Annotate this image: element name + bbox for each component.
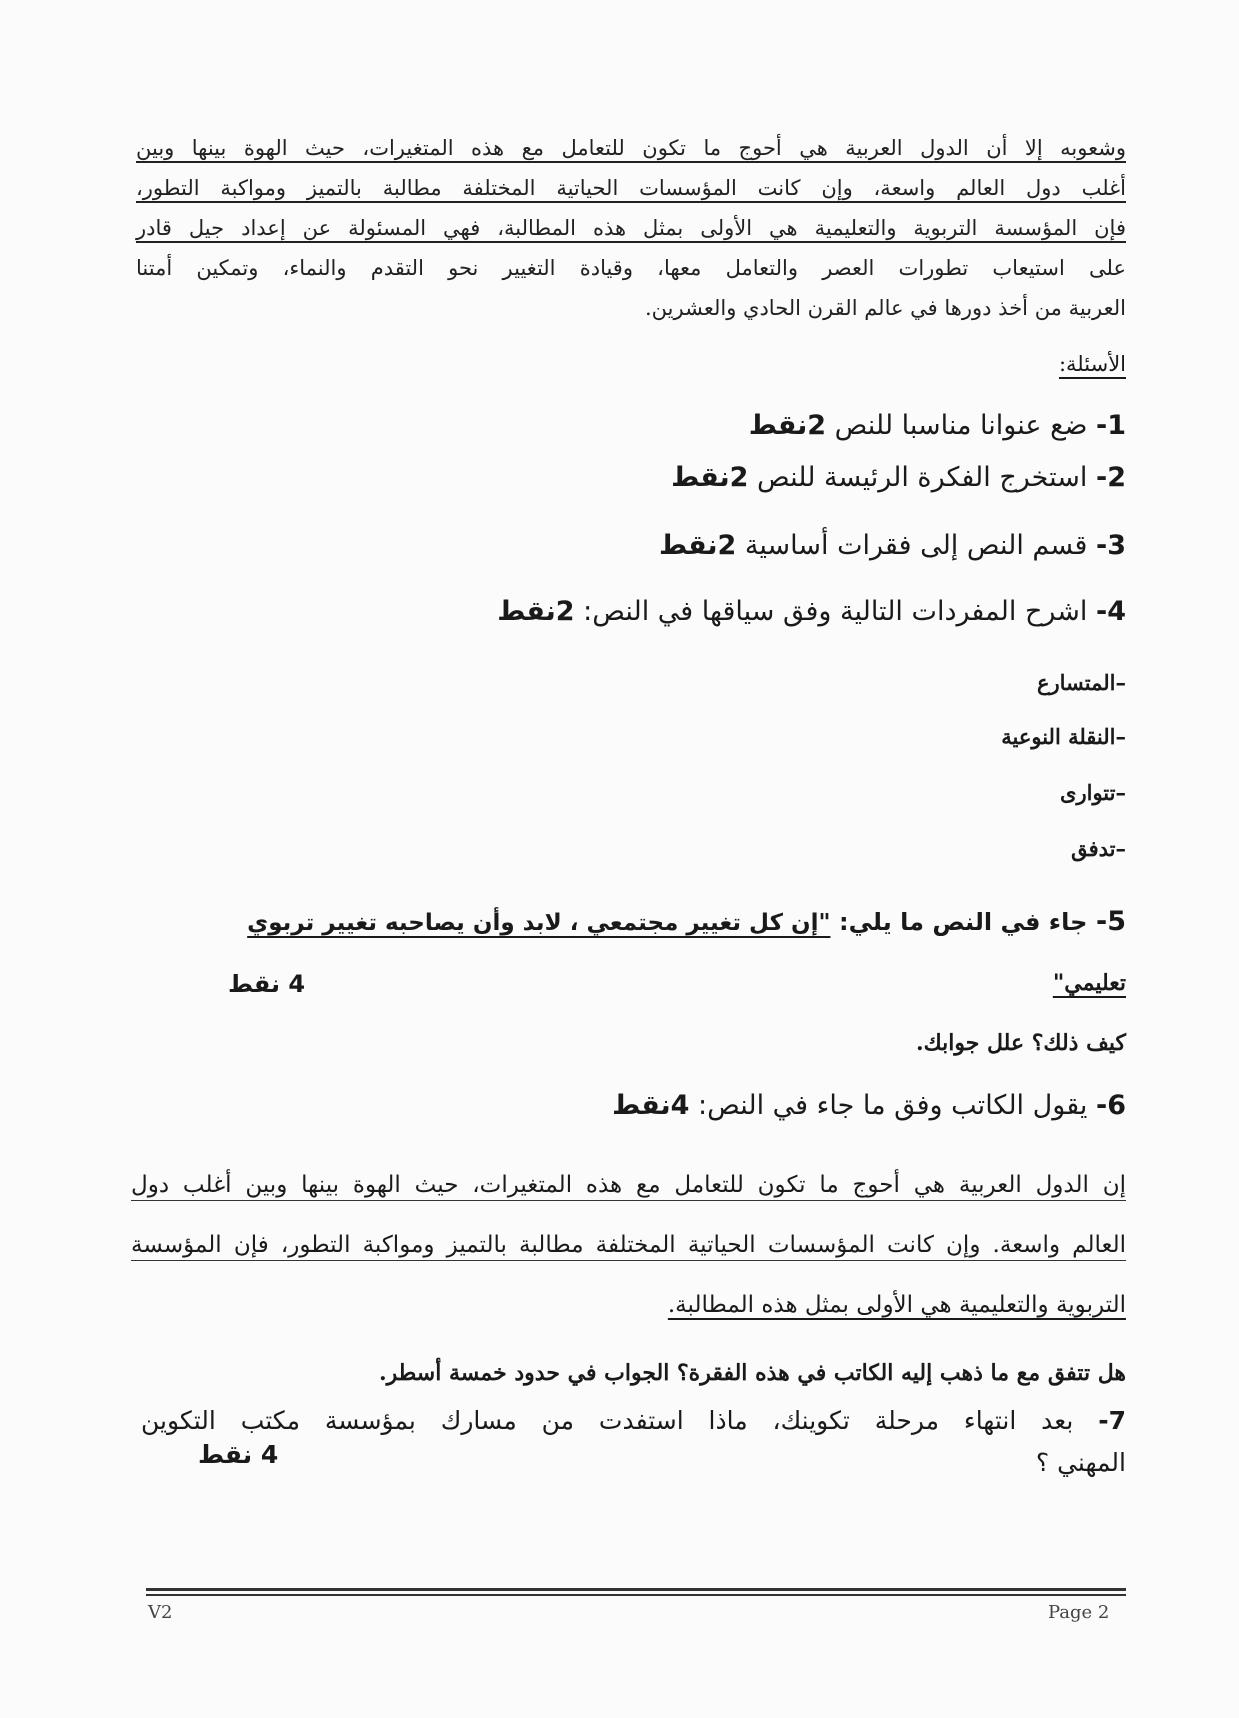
vocab-item: –تدفق — [1071, 836, 1126, 861]
question-2-text: استخرج الفكرة الرئيسة للنص — [757, 462, 1088, 493]
intro-line-3: فإن المؤسسة التربوية والتعليمية هي الأولى بمثل هذه المطالبة، فهي المسئولة عن إعداد جيل قادر — [136, 216, 1126, 240]
question-2-number: 2- — [1095, 462, 1126, 493]
question-5-text: جاء في النص ما يلي: — [839, 908, 1088, 936]
question-4-points: 2نقط — [497, 596, 575, 627]
question-3-number: 3- — [1095, 530, 1126, 561]
question-5-quote-end: تعليمي" — [1052, 970, 1126, 996]
question-7-text: بعد انتهاء مرحلة تكوينك، ماذا استفدت من مسارك بمؤسسة مكتب التكوين — [141, 1406, 1074, 1435]
question-6-quote-line-2: العالم واسعة. وإن كانت المؤسسات الحياتية المختلفة مطالبة بالتميز ومواكبة التطور، فإن المؤسسة — [131, 1232, 1126, 1261]
vocab-item: –تتوارى — [1060, 780, 1126, 805]
question-7-number: 7- — [1098, 1406, 1126, 1435]
question-4-number: 4- — [1095, 596, 1126, 627]
question-6-followup: هل تتفق مع ما ذهب إليه الكاتب في هذه الفقرة؟ الجواب في حدود خمسة أسطر. — [378, 1360, 1126, 1386]
question-6-quote-line-1: إن الدول العربية هي أحوج ما تكون للتعامل مع هذه المتغيرات، حيث الهوة بينها وبين أغلب دول — [131, 1172, 1126, 1201]
question-6-number: 6- — [1095, 1090, 1126, 1121]
question-6-quote-line-3: التربوية والتعليمية هي الأولى بمثل هذه المطالبة. — [667, 1292, 1126, 1318]
footer-rule — [146, 1588, 1126, 1591]
question-5 — [247, 906, 1126, 937]
question-6-quote — [131, 1172, 1126, 1201]
question-2 — [671, 462, 1126, 493]
question-6-points: 4نقط — [612, 1090, 690, 1121]
question-7-points: 4 نقط — [198, 1440, 279, 1469]
intro-line-4: على استيعاب تطورات العصر والتعامل معها، وقيادة التغيير نحو التقدم والنماء، وتمكين أمتنا — [136, 256, 1126, 280]
footer-version: V2 — [148, 1602, 173, 1623]
question-4 — [497, 596, 1126, 627]
questions-heading: الأسئلة: — [1058, 352, 1126, 376]
question-5-followup: كيف ذلك؟ علل جوابك. — [915, 1030, 1126, 1056]
footer-rule-thin — [146, 1594, 1126, 1596]
intro-line-2: أغلب دول العالم واسعة، وإن كانت المؤسسات الحياتية المختلفة مطالبة بالتميز ومواكبة التطور، — [136, 176, 1126, 200]
intro-paragraph — [136, 128, 1126, 328]
question-6-text: يقول الكاتب وفق ما جاء في النص: — [698, 1090, 1088, 1121]
question-1 — [749, 410, 1126, 441]
question-3 — [659, 530, 1126, 561]
question-6-quote — [668, 1292, 1126, 1318]
footer-page-number: Page 2 — [1048, 1602, 1110, 1623]
question-5-points: 4 نقط — [228, 970, 306, 998]
question-5-number: 5- — [1095, 906, 1126, 937]
question-5-quote: "إن كل تغيير مجتمعي ، لابد وأن يصاحبه تغيير تربوي — [247, 910, 831, 936]
question-3-points: 2نقط — [659, 530, 737, 561]
question-1-points: 2نقط — [748, 410, 827, 441]
question-7-line-1 — [141, 1400, 1126, 1442]
question-6-quote — [131, 1232, 1126, 1261]
vocab-item: –النقلة النوعية — [1001, 724, 1126, 749]
question-1-number: 1- — [1095, 410, 1126, 441]
question-2-points: 2نقط — [671, 462, 749, 493]
question-3-text: قسم النص إلى فقرات أساسية — [744, 530, 1088, 561]
intro-line-5: العربية من أخذ دورها في عالم القرن الحادي والعشرين. — [645, 296, 1126, 320]
question-4-text: اشرح المفردات التالية وفق سياقها في النص: — [583, 596, 1088, 627]
vocab-item: –المتسارع — [1036, 670, 1126, 695]
question-7-line-2: المهني ؟ — [1035, 1448, 1126, 1477]
question-7 — [141, 1400, 1126, 1484]
intro-line-1: وشعوبه إلا أن الدول العربية هي أحوج ما تكون للتعامل مع هذه المتغيرات، حيث الهوة بينها وبين — [136, 136, 1126, 160]
question-6 — [612, 1090, 1126, 1121]
question-1-text: ضع عنوانا مناسبا للنص — [834, 410, 1088, 441]
